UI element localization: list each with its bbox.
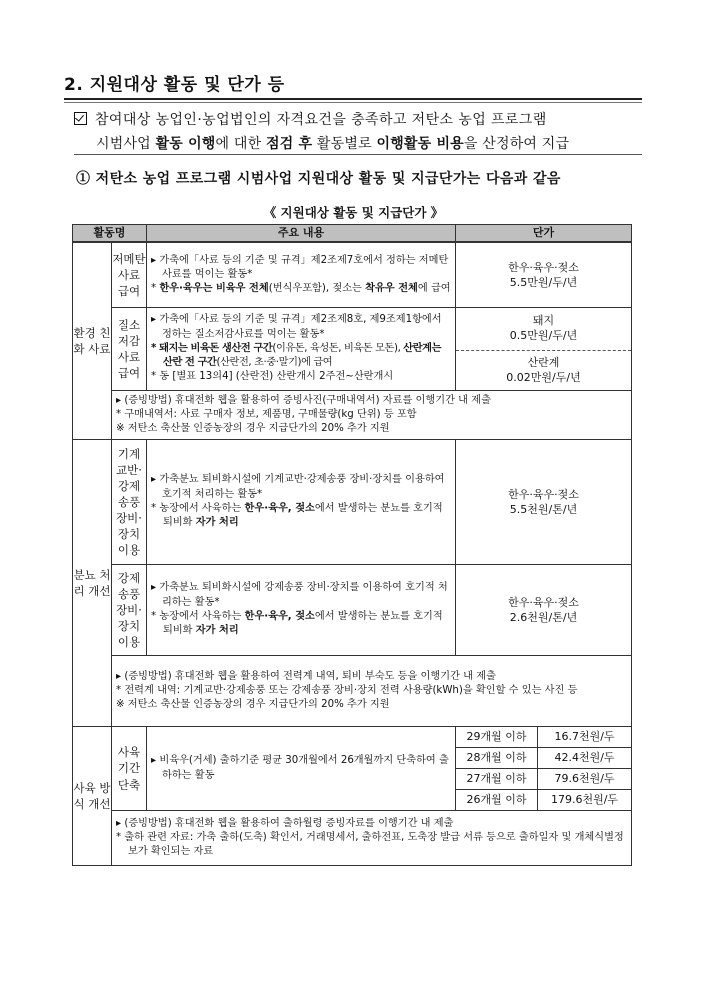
tier-period: 29개월 이하 <box>456 727 538 748</box>
heading-rule <box>64 98 642 100</box>
category-manure: 분뇨 처리 개선 <box>73 440 112 727</box>
table-row <box>73 391 632 440</box>
bullet-text: ▸ 가축에「사료 등의 기준 및 규격」제2조제7호에서 정하는 저메탄사료를 먹이는 활동* <box>151 254 449 280</box>
table-row <box>73 242 632 308</box>
proof-feeding <box>112 811 632 866</box>
tier-period: 27개월 이하 <box>456 769 538 790</box>
price-value: 5.5천원/톤/년 <box>509 503 578 516</box>
tier-price: 79.6천원/두 <box>538 769 632 790</box>
note-text: ※ 저탄소 축산물 인증농장의 경우 지급단가의 20% 추가 지원 <box>116 699 390 711</box>
activity-nitrogen: 질소 저감 사료 급여 <box>112 308 147 391</box>
category-feeding: 사육 방식 개선 <box>73 727 112 866</box>
intro-text: 활동별로 <box>312 136 377 152</box>
price-species: 한우·육우·젖소 <box>508 487 579 501</box>
intro-top-rule <box>64 102 642 103</box>
tier-row <box>456 748 631 769</box>
price-species: 한우·육우·젖소 <box>508 595 579 609</box>
tier-row <box>456 727 631 748</box>
intro-text-1: 참여대상 농업인·농업법인의 자격요건을 충족하고 저탄소 농업 프로그램 <box>95 112 547 128</box>
note-text: * 전력계 내역: 기계교반·강제송풍 또는 강제송풍 장비·장치 전력 사용량(kWh)을 확인할 수 있는 사진 등 <box>116 684 578 696</box>
content-nitrogen <box>147 308 456 391</box>
header-activity: 활동명 <box>73 225 147 243</box>
intro-line-2 <box>96 133 644 153</box>
bullet-text: ▸ 가축분뇨 퇴비화시설에 강제송풍 장비·장치를 이용하여 호기적 처리하는 활동* <box>151 582 448 608</box>
table-row <box>73 656 632 727</box>
support-table <box>72 224 632 866</box>
activity-low-methane: 저메탄 사료 급여 <box>112 242 147 308</box>
price-value: 0.5만원/두/년 <box>509 329 578 343</box>
tier-price: 179.6천원/두 <box>538 790 632 811</box>
tier-table <box>456 727 631 810</box>
price-value: 0.02만원/두/년 <box>506 370 581 384</box>
proof-env <box>112 391 632 440</box>
bullet-text: ▸ (증빙방법) 휴대전화 웹을 활용하여 전력계 내역, 퇴비 부숙도 등을 이행기간 내 제출 <box>116 670 496 682</box>
table-row <box>73 811 632 866</box>
category-env: 환경 친화 사료 <box>73 242 112 440</box>
intro-line-1 <box>74 109 644 129</box>
price-species: 돼지 <box>532 313 555 327</box>
bullet-text: ▸ 가축에「사료 등의 기준 및 규격」제2조제8호, 제9조제1항에서 정하는 질소저감사료를 먹이는 활동* <box>151 314 442 340</box>
price-nitrogen <box>456 308 632 391</box>
table-row <box>73 308 632 391</box>
intro-text: 을 산정하여 지급 <box>463 136 570 152</box>
divider <box>456 350 631 351</box>
tier-row <box>456 769 631 790</box>
intro-emphasis: 이행활동 비용 <box>376 136 464 152</box>
note-text: * 한우·육우는 비육우 전체(번식우포함), 젖소는 착유우 전체에 급여 <box>151 283 451 295</box>
content-shorten <box>147 727 456 811</box>
bullet-text: ▸ 가축분뇨 퇴비화시설에 기계교반·강제송풍 장비·장치를 이용하여 호기적 처리하는 활동* <box>151 474 445 500</box>
intro-bottom-rule <box>74 154 642 155</box>
activity-shorten: 사육 기간 단축 <box>112 727 147 811</box>
activity-aeration: 강제 송풍 장비· 장치 이용 <box>112 565 147 656</box>
price-mixing <box>456 440 632 565</box>
header-content: 주요 내용 <box>147 225 456 243</box>
checkbox-icon <box>74 112 87 125</box>
proof-manure <box>112 656 632 727</box>
tier-price: 16.7천원/두 <box>554 730 615 744</box>
note-text: * 구매내역서: 사료 구매자 정보, 제품명, 구매물량(kg 단위) 등 포함 <box>116 408 417 420</box>
header-price: 단가 <box>456 225 632 243</box>
intro-text: 시범사업 <box>96 136 156 152</box>
price-value: 5.5만원/두/년 <box>509 276 578 289</box>
sub-heading: ① 저탄소 농업 프로그램 시범사업 지원대상 활동 및 지급단가는 다음과 같음 <box>76 171 561 187</box>
note-text: * 농장에서 사육하는 한우·육우, 젖소에서 발생하는 분뇨를 호기적 퇴비화 자가 처리 <box>151 503 443 529</box>
tier-period: 26개월 이하 <box>456 790 538 811</box>
table-row <box>73 440 632 565</box>
price-species: 한우·육우·젖소 <box>508 260 579 274</box>
note-text: * 농장에서 사육하는 한우·육우, 젖소에서 발생하는 분뇨를 호기적 퇴비화 자가 처리 <box>151 611 443 637</box>
note-text: * 출하 관련 자료: 가축 출하(도축) 확인서, 거래명세서, 출하전표, 도축장 발급 서류 등으로 출하일자 및 개체식별정보가 확인되는 자료 <box>116 831 624 858</box>
content-mixing <box>147 440 456 565</box>
bullet-text: ▸ 비육우(거세) 출하기준 평균 30개월에서 26개월까지 단축하여 출하하는 활동 <box>151 755 449 781</box>
price-species: 산란계 <box>527 355 560 369</box>
price-value: 2.6천원/톤/년 <box>509 611 578 624</box>
tier-period: 28개월 이하 <box>456 748 538 769</box>
price-tiers <box>456 727 632 811</box>
content-low-methane <box>147 242 456 308</box>
section-title: 2. 지원대상 활동 및 단가 등 <box>64 75 285 95</box>
table-caption: 《 지원대상 활동 및 지급단가 》 <box>263 205 444 220</box>
intro-text: 에 대한 <box>215 136 267 152</box>
table-row <box>73 727 632 811</box>
note-text: ※ 저탄소 축산물 인증농장의 경우 지급단가의 20% 추가 지원 <box>116 423 390 435</box>
content-aeration <box>147 565 456 656</box>
tier-row <box>456 790 631 811</box>
price-aeration <box>456 565 632 656</box>
bullet-text: ▸ (증빙방법) 휴대전화 웹을 활용하여 출하월령 증빙자료를 이행기간 내 제출 <box>116 817 454 829</box>
table-header-row <box>73 225 632 243</box>
intro-emphasis: 점검 후 <box>266 136 313 152</box>
price-low-methane <box>456 242 632 308</box>
note-text: * 돼지는 비육돈 생산전 구간(이유돈, 육성돈, 비육돈 모돈), 산란계는 산란 전 구간(산란전, 초·중·말기)에 급여 <box>151 342 442 369</box>
intro-emphasis: 활동 이행 <box>155 136 216 152</box>
note-text: * 동 [별표 13의4] (산란전) 산란개시 2주전~산란개시 <box>151 371 394 383</box>
activity-mixing: 기계 교반· 강제 송풍 장비· 장치 이용 <box>112 440 147 565</box>
tier-price: 42.4천원/두 <box>538 748 632 769</box>
bullet-text: ▸ (증빙방법) 휴대전화 웹을 활용하여 증빙사진(구매내역서) 자료를 이행기간 내 제출 <box>116 394 491 406</box>
table-row <box>73 565 632 656</box>
